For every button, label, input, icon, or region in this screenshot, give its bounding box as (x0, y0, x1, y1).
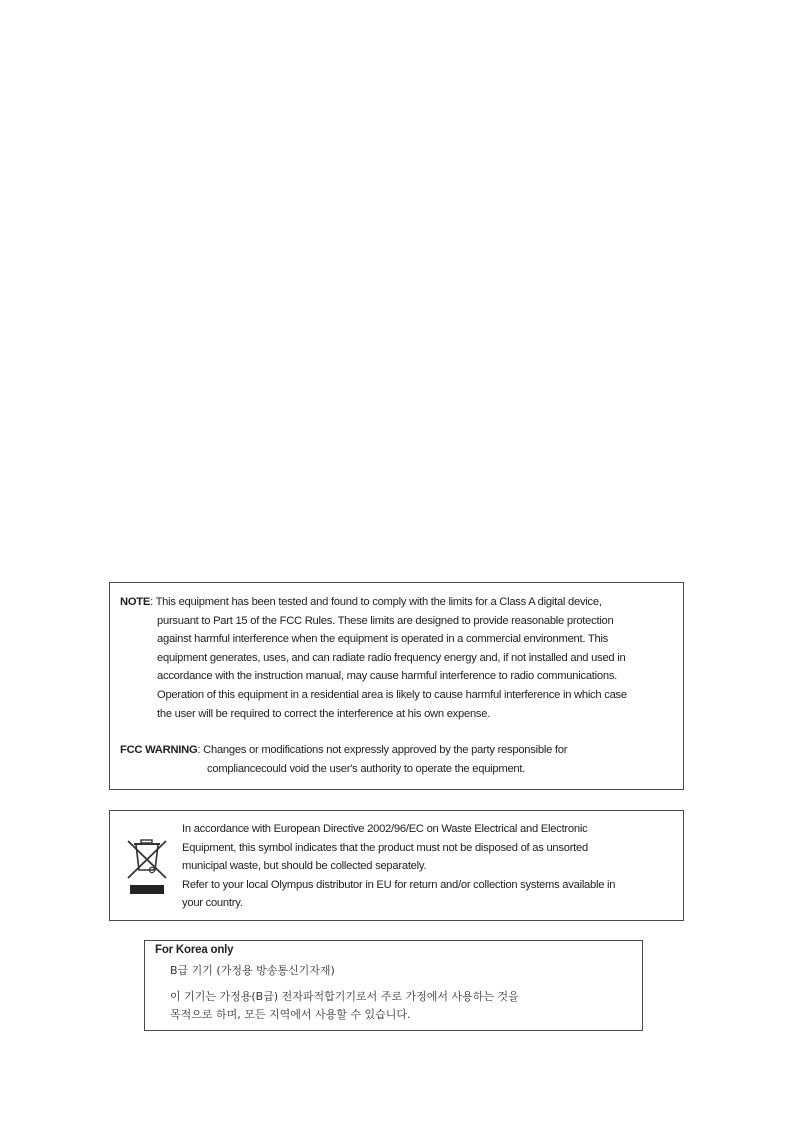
note-label: NOTE (120, 596, 151, 608)
note-line-2: pursuant to Part 15 of the FCC Rules. These limits are designed to provide reasonable protection (157, 614, 614, 627)
korea-body (170, 988, 519, 1024)
note-line-5: accordance with the instruction manual, may cause harmful interference to radio communications. (157, 670, 618, 683)
korea-notice-box (144, 940, 643, 1031)
weee-line-4: Refer to your local Olympus distributor in EU for return and/or collection systems available in (182, 878, 616, 891)
fcc-warning-paragraph (120, 741, 567, 778)
note-line-7: the user will be required to correct the interference at his own expense. (157, 707, 491, 720)
fcc-note-paragraph (120, 593, 627, 723)
note-line-6: Operation of this equipment in a residential area is likely to cause harmful interference in which case (157, 688, 627, 701)
korea-body-line-1: 이 기기는 가정용(B급) 전자파적합기기로서 주로 가정에서 사용하는 것을 (170, 990, 519, 1003)
weee-notice-box (109, 810, 684, 921)
warning-line-2: compliancecould void the user's authority to operate the equipment. (207, 762, 526, 775)
korea-body-line-2: 목적으로 하며, 모든 지역에서 사용할 수 있습니다. (170, 1008, 411, 1021)
fcc-note-first-line (120, 596, 602, 608)
note-line-4: equipment generates, uses, and can radiate radio frequency energy and, if not installed and used in (157, 651, 626, 664)
weee-line-2: Equipment, this symbol indicates that the product must not be disposed of as unsorted (182, 841, 588, 854)
fcc-warning-label: FCC WARNING (120, 744, 198, 756)
crossed-out-wheeled-bin-icon (125, 837, 169, 897)
warning-line-1: : Changes or modifications not expressly approved by the party responsible for (197, 744, 568, 756)
weee-text (182, 820, 615, 913)
korea-class-line: B급 기기 (가정용 방송통신기자재) (170, 964, 335, 977)
fcc-warning-first-line (120, 744, 567, 756)
fcc-notice-box (109, 582, 684, 790)
note-line-1: : This equipment has been tested and found to comply with the limits for a Class A digital device, (150, 596, 602, 608)
weee-line-5: your country. (182, 897, 243, 909)
weee-line-1: In accordance with European Directive 2002/96/EC on Waste Electrical and Electronic (182, 823, 588, 835)
weee-line-3: municipal waste, but should be collected separately. (182, 860, 427, 872)
korea-title: For Korea only (155, 944, 234, 956)
note-line-3: against harmful interference when the equipment is operated in a commercial environment. This (157, 633, 609, 646)
